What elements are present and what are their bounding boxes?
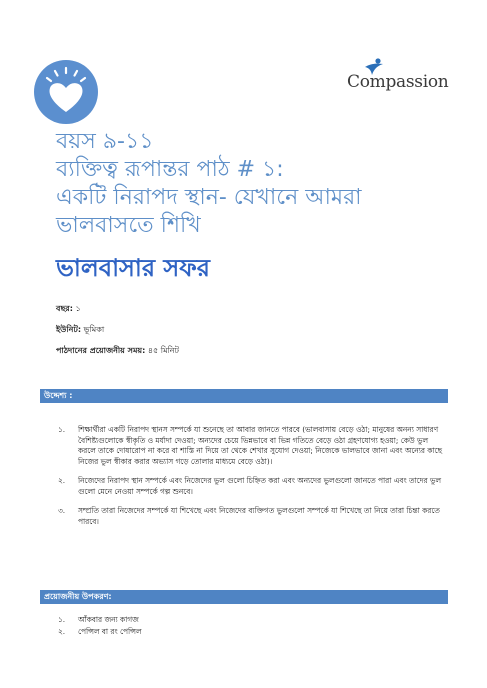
list-number: ২. xyxy=(58,627,66,636)
list-number: ১. xyxy=(58,425,66,434)
meta-label: বছর: xyxy=(56,304,73,313)
list-text: সম্প্রতি তারা নিজেদের সম্পর্কে যা শিখেছে এবং নিজেদের ব্যক্তিগত ভুলগুলো সম্পর্কে যা শিখেছে তা নিয়ে তারা চিন্তা করতে পারবে। xyxy=(78,506,440,526)
list-item xyxy=(58,614,438,626)
meta-time xyxy=(56,346,179,356)
objectives-list xyxy=(58,425,446,536)
meta-value: ৪৫ মিনিট xyxy=(145,346,179,355)
meta-year xyxy=(56,304,179,314)
meta-label: ইউনিট: xyxy=(56,325,82,334)
meta-unit xyxy=(56,325,179,335)
lesson-number: ব্যক্তিত্ব রূপান্তর পাঠ # ১: xyxy=(56,157,284,182)
list-item xyxy=(58,626,438,638)
list-number: ১. xyxy=(58,615,66,624)
compassion-logo xyxy=(345,58,455,98)
lesson-meta xyxy=(56,304,179,367)
list-item xyxy=(58,476,446,497)
compassion-logo-text: Compassion xyxy=(347,72,449,92)
list-text: শিক্ষার্থীরা একটি নিরাপদ স্থানস সম্পর্কে যা শুনেছে তা আবার জানতে পারবে (ভালবাসায় বেড়ে ওঠা; মানুষের অনন্য সাধারণ বৈশিষ্ট্যগুলোকে স্বীকৃতি ও মর্যাদা দেওয়া; অন্যদের চেয়ে ভিন্নভাবে বা ভিন্ন গতিতে বেড়ে ওঠা গ্রহণযোগ্য হওয়া; কেউ ভুল করলে তাকে দোষারোপ না করে বা শাস্তি না দিয়ে তা থেকে শেখার সুযোগ দেওয়া; নিজেকে ভালভাবে জানা এবং অন্যের কাছে নিজের ভুল স্বীকার করার অভ্যাস গড়ে তোলার মাধ্যমে বেড়ে ওঠা)। xyxy=(78,425,443,466)
heart-badge xyxy=(34,60,98,124)
materials-heading: প্রয়োজনীয় উপকরণ: xyxy=(40,590,448,604)
list-number: ২. xyxy=(58,476,66,485)
list-item xyxy=(58,506,446,527)
journey-title: ভালবাসার সফর xyxy=(56,254,211,282)
objectives-heading: উদ্দেশ্য : xyxy=(40,389,448,403)
list-text: আঁকবার জন্য কাগজ xyxy=(78,615,139,624)
list-number: ৩. xyxy=(58,506,66,515)
age-range: বয়স ৯-১১ xyxy=(56,129,154,154)
meta-label: পাঠদানের প্রয়োজনীয় সময়: xyxy=(56,346,146,355)
meta-value: ভূমিকা xyxy=(81,325,105,334)
meta-value: ১ xyxy=(72,304,81,313)
list-text: পেন্সিল বা রং পেন্সিল xyxy=(78,627,142,636)
lesson-title-line: ভালবাসতে শিখি xyxy=(56,213,201,238)
lesson-title xyxy=(56,128,476,240)
materials-list xyxy=(58,614,438,638)
list-item xyxy=(58,425,446,467)
heart-icon xyxy=(34,60,98,124)
list-text: নিজেদের নিরাপদ স্থান সম্পর্কে এবং নিজেদের ভুল গুলো চিহ্নিত করা এবং অন্যদের ভুলগুলো জানতে পারা এবং তাদের ভুল গুলো মেনে নেওয়া সম্পর্কে গল্প শুনবে। xyxy=(78,476,441,496)
lesson-title-line: একটি নিরাপদ স্থান- যেখানে আমরা xyxy=(56,185,362,210)
